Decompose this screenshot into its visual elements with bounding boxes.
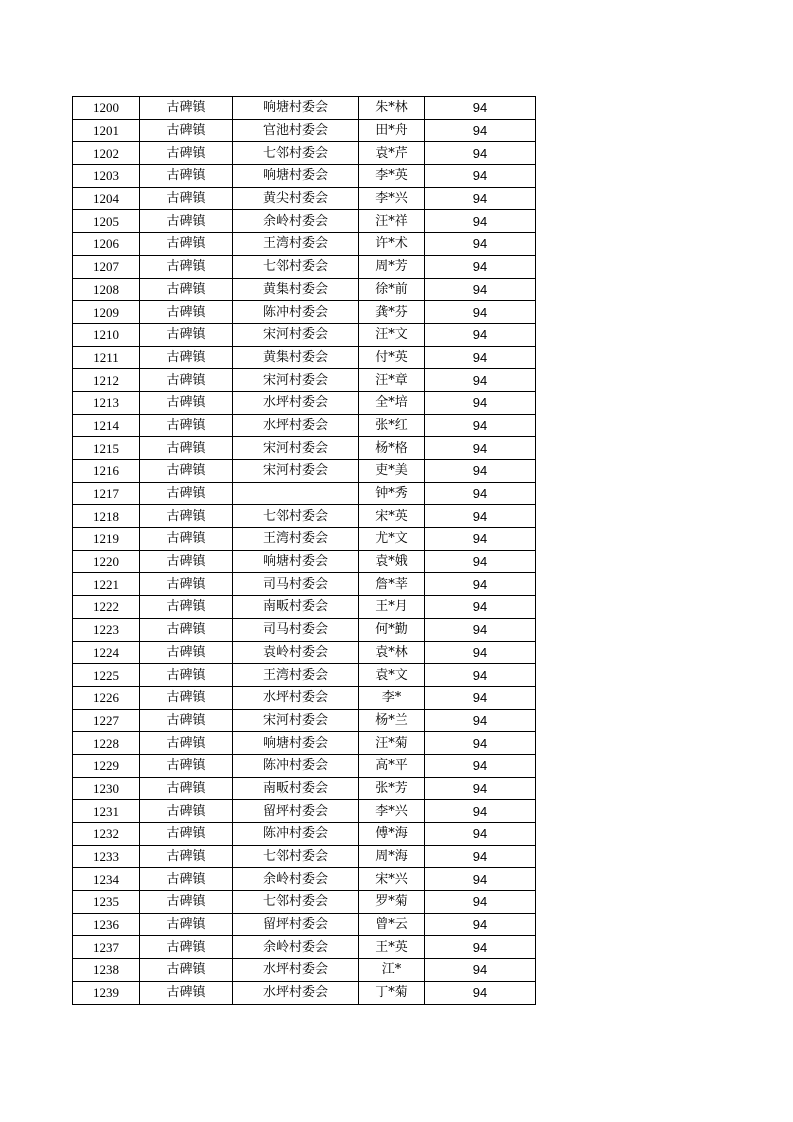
table-row: [73, 709, 536, 732]
village-cell: 宋河村委会: [233, 460, 359, 483]
table-row: [73, 686, 536, 709]
person-name-cell: 李*兴: [359, 187, 425, 210]
row-number-cell: 1210: [73, 323, 140, 346]
town-cell: 古碑镇: [140, 641, 233, 664]
score-cell: 94: [425, 709, 536, 732]
row-number-cell: 1223: [73, 618, 140, 641]
score-cell: 94: [425, 868, 536, 891]
person-name-cell: 李*: [359, 686, 425, 709]
town-cell: 古碑镇: [140, 97, 233, 120]
town-cell: 古碑镇: [140, 165, 233, 188]
town-cell: 古碑镇: [140, 573, 233, 596]
person-name-cell: 许*术: [359, 233, 425, 256]
village-cell: 南畈村委会: [233, 777, 359, 800]
person-name-cell: 宋*英: [359, 505, 425, 528]
table-row: [73, 936, 536, 959]
town-cell: 古碑镇: [140, 528, 233, 551]
row-number-cell: 1202: [73, 142, 140, 165]
village-cell: 水坪村委会: [233, 391, 359, 414]
table-row: [73, 891, 536, 914]
person-name-cell: 尤*文: [359, 528, 425, 551]
score-cell: 94: [425, 233, 536, 256]
person-name-cell: 付*英: [359, 346, 425, 369]
village-cell: 陈冲村委会: [233, 823, 359, 846]
person-name-cell: 袁*文: [359, 664, 425, 687]
town-cell: 古碑镇: [140, 664, 233, 687]
person-name-cell: 田*舟: [359, 119, 425, 142]
row-number-cell: 1224: [73, 641, 140, 664]
town-cell: 古碑镇: [140, 255, 233, 278]
score-cell: 94: [425, 686, 536, 709]
row-number-cell: 1213: [73, 391, 140, 414]
score-cell: 94: [425, 845, 536, 868]
village-cell: 响塘村委会: [233, 732, 359, 755]
score-cell: 94: [425, 573, 536, 596]
village-cell: 水坪村委会: [233, 414, 359, 437]
table-row: [73, 664, 536, 687]
table-row: [73, 369, 536, 392]
village-cell: 宋河村委会: [233, 437, 359, 460]
row-number-cell: 1218: [73, 505, 140, 528]
table-row: [73, 596, 536, 619]
person-name-cell: 李*兴: [359, 800, 425, 823]
row-number-cell: 1235: [73, 891, 140, 914]
row-number-cell: 1209: [73, 301, 140, 324]
row-number-cell: 1229: [73, 754, 140, 777]
town-cell: 古碑镇: [140, 505, 233, 528]
score-cell: 94: [425, 255, 536, 278]
table-row: [73, 460, 536, 483]
roster-table-body: [73, 97, 536, 1005]
row-number-cell: 1208: [73, 278, 140, 301]
village-cell: 司马村委会: [233, 573, 359, 596]
village-cell: 余岭村委会: [233, 868, 359, 891]
village-cell: 响塘村委会: [233, 550, 359, 573]
table-row: [73, 550, 536, 573]
town-cell: 古碑镇: [140, 891, 233, 914]
village-cell: 七邻村委会: [233, 891, 359, 914]
person-name-cell: 汪*祥: [359, 210, 425, 233]
table-row: [73, 777, 536, 800]
table-row: [73, 505, 536, 528]
table-row: [73, 414, 536, 437]
score-cell: 94: [425, 823, 536, 846]
person-name-cell: 王*英: [359, 936, 425, 959]
table-row: [73, 323, 536, 346]
town-cell: 古碑镇: [140, 845, 233, 868]
table-row: [73, 618, 536, 641]
score-cell: 94: [425, 278, 536, 301]
village-cell: 黄集村委会: [233, 278, 359, 301]
score-cell: 94: [425, 800, 536, 823]
person-name-cell: 龚*芬: [359, 301, 425, 324]
village-cell: 余岭村委会: [233, 210, 359, 233]
row-number-cell: 1214: [73, 414, 140, 437]
town-cell: 古碑镇: [140, 323, 233, 346]
table-row: [73, 210, 536, 233]
score-cell: 94: [425, 414, 536, 437]
town-cell: 古碑镇: [140, 142, 233, 165]
person-name-cell: 袁*林: [359, 641, 425, 664]
table-row: [73, 800, 536, 823]
person-name-cell: 罗*菊: [359, 891, 425, 914]
score-cell: 94: [425, 346, 536, 369]
row-number-cell: 1232: [73, 823, 140, 846]
row-number-cell: 1200: [73, 97, 140, 120]
village-cell: 陈冲村委会: [233, 301, 359, 324]
town-cell: 古碑镇: [140, 754, 233, 777]
person-name-cell: 詹*莘: [359, 573, 425, 596]
table-row: [73, 391, 536, 414]
town-cell: 古碑镇: [140, 709, 233, 732]
score-cell: 94: [425, 301, 536, 324]
score-cell: 94: [425, 460, 536, 483]
score-cell: 94: [425, 187, 536, 210]
person-name-cell: 张*芳: [359, 777, 425, 800]
town-cell: 古碑镇: [140, 278, 233, 301]
town-cell: 古碑镇: [140, 210, 233, 233]
row-number-cell: 1236: [73, 913, 140, 936]
score-cell: 94: [425, 165, 536, 188]
row-number-cell: 1211: [73, 346, 140, 369]
town-cell: 古碑镇: [140, 482, 233, 505]
row-number-cell: 1226: [73, 686, 140, 709]
village-cell: 陈冲村委会: [233, 754, 359, 777]
score-cell: 94: [425, 913, 536, 936]
score-cell: 94: [425, 391, 536, 414]
roster-table: [72, 96, 536, 1005]
village-cell: 留坪村委会: [233, 800, 359, 823]
village-cell: 七邻村委会: [233, 255, 359, 278]
person-name-cell: 周*芳: [359, 255, 425, 278]
person-name-cell: 江*: [359, 959, 425, 982]
town-cell: 古碑镇: [140, 187, 233, 210]
score-cell: 94: [425, 142, 536, 165]
town-cell: 古碑镇: [140, 936, 233, 959]
town-cell: 古碑镇: [140, 777, 233, 800]
town-cell: 古碑镇: [140, 119, 233, 142]
table-row: [73, 346, 536, 369]
person-name-cell: 曾*云: [359, 913, 425, 936]
row-number-cell: 1215: [73, 437, 140, 460]
person-name-cell: 朱*林: [359, 97, 425, 120]
row-number-cell: 1220: [73, 550, 140, 573]
village-cell: 水坪村委会: [233, 959, 359, 982]
person-name-cell: 徐*前: [359, 278, 425, 301]
score-cell: 94: [425, 936, 536, 959]
village-cell: 七邻村委会: [233, 505, 359, 528]
town-cell: 古碑镇: [140, 437, 233, 460]
person-name-cell: 汪*文: [359, 323, 425, 346]
score-cell: 94: [425, 754, 536, 777]
town-cell: 古碑镇: [140, 233, 233, 256]
score-cell: 94: [425, 119, 536, 142]
village-cell: 袁岭村委会: [233, 641, 359, 664]
row-number-cell: 1222: [73, 596, 140, 619]
table-row: [73, 528, 536, 551]
table-row: [73, 301, 536, 324]
village-cell: 王湾村委会: [233, 528, 359, 551]
village-cell: 黄尖村委会: [233, 187, 359, 210]
person-name-cell: 汪*菊: [359, 732, 425, 755]
score-cell: 94: [425, 210, 536, 233]
village-cell: 余岭村委会: [233, 936, 359, 959]
table-row: [73, 754, 536, 777]
village-cell: 南畈村委会: [233, 596, 359, 619]
score-cell: 94: [425, 959, 536, 982]
table-row: [73, 868, 536, 891]
row-number-cell: 1217: [73, 482, 140, 505]
row-number-cell: 1234: [73, 868, 140, 891]
person-name-cell: 傅*海: [359, 823, 425, 846]
town-cell: 古碑镇: [140, 800, 233, 823]
person-name-cell: 宋*兴: [359, 868, 425, 891]
row-number-cell: 1205: [73, 210, 140, 233]
row-number-cell: 1219: [73, 528, 140, 551]
row-number-cell: 1203: [73, 165, 140, 188]
person-name-cell: 周*海: [359, 845, 425, 868]
table-row: [73, 482, 536, 505]
village-cell: 宋河村委会: [233, 369, 359, 392]
village-cell: 七邻村委会: [233, 142, 359, 165]
row-number-cell: 1237: [73, 936, 140, 959]
score-cell: 94: [425, 323, 536, 346]
town-cell: 古碑镇: [140, 868, 233, 891]
score-cell: 94: [425, 777, 536, 800]
person-name-cell: 丁*菊: [359, 981, 425, 1004]
town-cell: 古碑镇: [140, 618, 233, 641]
person-name-cell: 李*英: [359, 165, 425, 188]
score-cell: 94: [425, 664, 536, 687]
row-number-cell: 1216: [73, 460, 140, 483]
score-cell: 94: [425, 528, 536, 551]
town-cell: 古碑镇: [140, 913, 233, 936]
person-name-cell: 杨*格: [359, 437, 425, 460]
score-cell: 94: [425, 596, 536, 619]
table-row: [73, 437, 536, 460]
person-name-cell: 王*月: [359, 596, 425, 619]
town-cell: 古碑镇: [140, 596, 233, 619]
score-cell: 94: [425, 369, 536, 392]
row-number-cell: 1231: [73, 800, 140, 823]
town-cell: 古碑镇: [140, 686, 233, 709]
table-row: [73, 573, 536, 596]
score-cell: 94: [425, 550, 536, 573]
table-row: [73, 233, 536, 256]
person-name-cell: 袁*芹: [359, 142, 425, 165]
village-cell: 水坪村委会: [233, 981, 359, 1004]
score-cell: 94: [425, 732, 536, 755]
village-cell: 王湾村委会: [233, 664, 359, 687]
town-cell: 古碑镇: [140, 981, 233, 1004]
town-cell: 古碑镇: [140, 732, 233, 755]
score-cell: 94: [425, 505, 536, 528]
person-name-cell: 吏*美: [359, 460, 425, 483]
village-cell: 响塘村委会: [233, 97, 359, 120]
table-row: [73, 97, 536, 120]
row-number-cell: 1207: [73, 255, 140, 278]
table-row: [73, 959, 536, 982]
score-cell: 94: [425, 618, 536, 641]
town-cell: 古碑镇: [140, 550, 233, 573]
row-number-cell: 1227: [73, 709, 140, 732]
person-name-cell: 高*平: [359, 754, 425, 777]
score-cell: 94: [425, 641, 536, 664]
table-row: [73, 732, 536, 755]
table-row: [73, 913, 536, 936]
person-name-cell: 何*勤: [359, 618, 425, 641]
row-number-cell: 1221: [73, 573, 140, 596]
row-number-cell: 1225: [73, 664, 140, 687]
row-number-cell: 1212: [73, 369, 140, 392]
table-row: [73, 255, 536, 278]
row-number-cell: 1233: [73, 845, 140, 868]
score-cell: 94: [425, 482, 536, 505]
village-cell: 宋河村委会: [233, 709, 359, 732]
village-cell: 宋河村委会: [233, 323, 359, 346]
score-cell: 94: [425, 97, 536, 120]
village-cell: 水坪村委会: [233, 686, 359, 709]
row-number-cell: 1230: [73, 777, 140, 800]
table-row: [73, 845, 536, 868]
row-number-cell: 1204: [73, 187, 140, 210]
row-number-cell: 1206: [73, 233, 140, 256]
town-cell: 古碑镇: [140, 301, 233, 324]
town-cell: 古碑镇: [140, 346, 233, 369]
score-cell: 94: [425, 437, 536, 460]
score-cell: 94: [425, 891, 536, 914]
row-number-cell: 1201: [73, 119, 140, 142]
table-row: [73, 187, 536, 210]
town-cell: 古碑镇: [140, 414, 233, 437]
village-cell: 七邻村委会: [233, 845, 359, 868]
table-row: [73, 641, 536, 664]
table-row: [73, 823, 536, 846]
row-number-cell: 1239: [73, 981, 140, 1004]
town-cell: 古碑镇: [140, 959, 233, 982]
person-name-cell: 全*培: [359, 391, 425, 414]
table-row: [73, 142, 536, 165]
village-cell: [233, 482, 359, 505]
table-row: [73, 119, 536, 142]
table-row: [73, 278, 536, 301]
row-number-cell: 1228: [73, 732, 140, 755]
village-cell: 黄集村委会: [233, 346, 359, 369]
score-cell: 94: [425, 981, 536, 1004]
village-cell: 司马村委会: [233, 618, 359, 641]
town-cell: 古碑镇: [140, 369, 233, 392]
village-cell: 留坪村委会: [233, 913, 359, 936]
table-row: [73, 165, 536, 188]
person-name-cell: 杨*兰: [359, 709, 425, 732]
person-name-cell: 张*红: [359, 414, 425, 437]
town-cell: 古碑镇: [140, 460, 233, 483]
village-cell: 响塘村委会: [233, 165, 359, 188]
village-cell: 王湾村委会: [233, 233, 359, 256]
row-number-cell: 1238: [73, 959, 140, 982]
town-cell: 古碑镇: [140, 391, 233, 414]
person-name-cell: 袁*娥: [359, 550, 425, 573]
person-name-cell: 钟*秀: [359, 482, 425, 505]
village-cell: 官池村委会: [233, 119, 359, 142]
town-cell: 古碑镇: [140, 823, 233, 846]
person-name-cell: 汪*章: [359, 369, 425, 392]
table-row: [73, 981, 536, 1004]
